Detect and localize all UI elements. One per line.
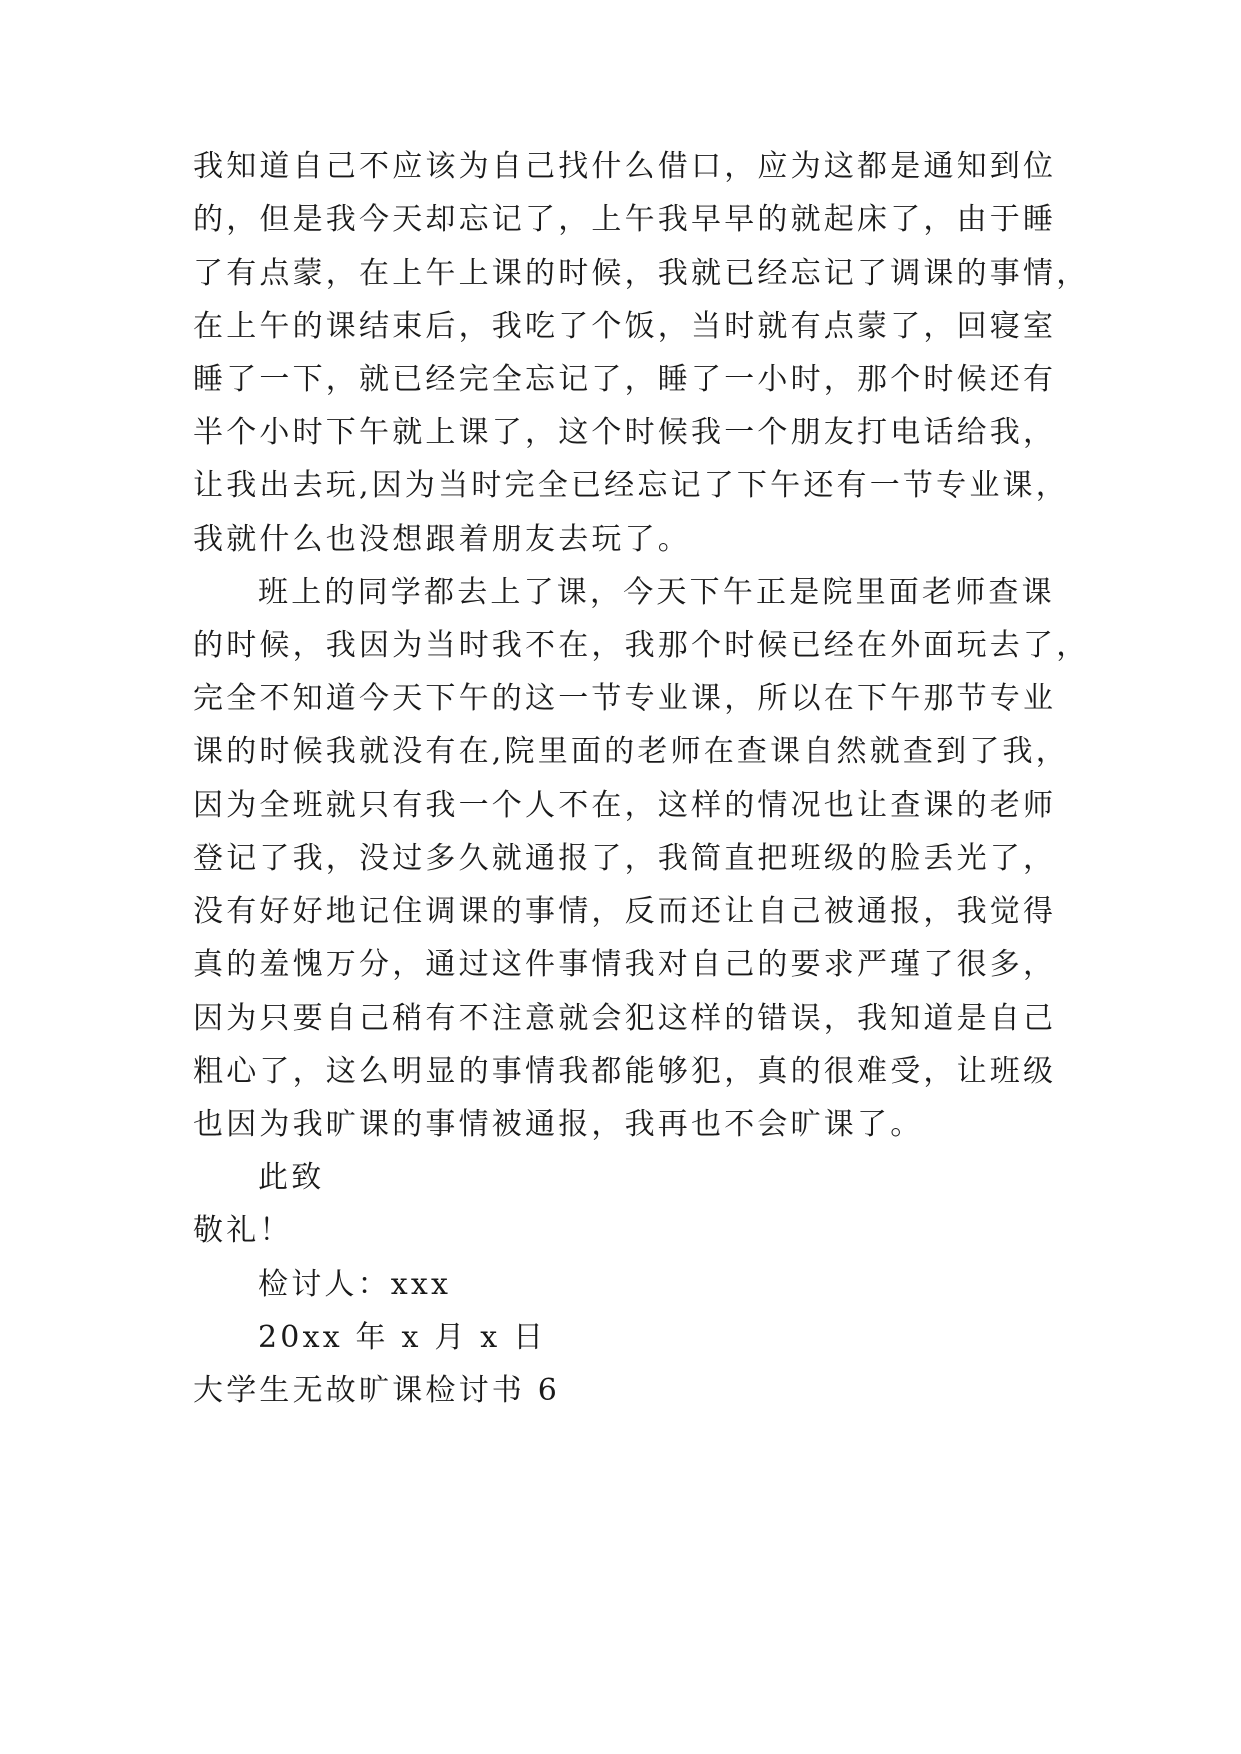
paragraph-2-line-2: 的时候，我因为当时我不在，我那个时候已经在外面玩去了， bbox=[193, 628, 1090, 663]
paragraph-2-line-1: 班上的同学都去上了课，今天下午正是院里面老师查课 bbox=[258, 575, 1055, 610]
signer-line: 检讨人：xxx bbox=[258, 1267, 452, 1302]
paragraph-2-line-4: 课的时候我就没有在,院里面的老师在查课自然就查到了我， bbox=[193, 734, 1069, 769]
paragraph-1-line-2: 的，但是我今天却忘记了，上午我早早的就起床了，由于睡 bbox=[193, 202, 1057, 237]
closing-salutation: 此致 bbox=[258, 1160, 325, 1195]
paragraph-1-line-1: 我知道自己不应该为自己找什么借口，应为这都是通知到位 bbox=[193, 149, 1057, 184]
paragraph-2-line-8: 真的羞愧万分，通过这件事情我对自己的要求严瑾了很多， bbox=[193, 947, 1057, 982]
paragraph-1-line-7: 让我出去玩,因为当时完全已经忘记了下午还有一节专业课， bbox=[193, 468, 1069, 503]
paragraph-2-line-7: 没有好好地记住调课的事情，反而还让自己被通报，我觉得 bbox=[193, 894, 1057, 929]
paragraph-2-line-11: 也因为我旷课的事情被通报，我再也不会旷课了。 bbox=[193, 1107, 924, 1142]
paragraph-2-line-9: 因为只要自己稍有不注意就会犯这样的错误，我知道是自己 bbox=[193, 1001, 1057, 1036]
paragraph-1-line-5: 睡了一下，就已经完全忘记了，睡了一小时，那个时候还有 bbox=[193, 362, 1057, 397]
paragraph-1-line-4: 在上午的课结束后，我吃了个饭，当时就有点蒙了，回寝室 bbox=[193, 309, 1057, 344]
paragraph-1-line-6: 半个小时下午就上课了，这个时候我一个朋友打电话给我， bbox=[193, 415, 1057, 450]
paragraph-2-line-10: 粗心了，这么明显的事情我都能够犯，真的很难受，让班级 bbox=[193, 1054, 1057, 1089]
date-line: 20xx 年 x 月 x 日 bbox=[258, 1320, 547, 1355]
closing-regards: 敬礼！ bbox=[193, 1213, 293, 1248]
paragraph-2-line-3: 完全不知道今天下午的这一节专业课，所以在下午那节专业 bbox=[193, 681, 1057, 716]
paragraph-1-line-8: 我就什么也没想跟着朋友去玩了。 bbox=[193, 522, 691, 557]
next-document-heading: 大学生无故旷课检讨书 6 bbox=[193, 1373, 561, 1408]
paragraph-2-line-5: 因为全班就只有我一个人不在，这样的情况也让查课的老师 bbox=[193, 788, 1057, 823]
paragraph-2-line-6: 登记了我，没过多久就通报了，我简直把班级的脸丢光了， bbox=[193, 841, 1057, 876]
paragraph-1-line-3: 了有点蒙，在上午上课的时候，我就已经忘记了调课的事情， bbox=[193, 256, 1090, 291]
